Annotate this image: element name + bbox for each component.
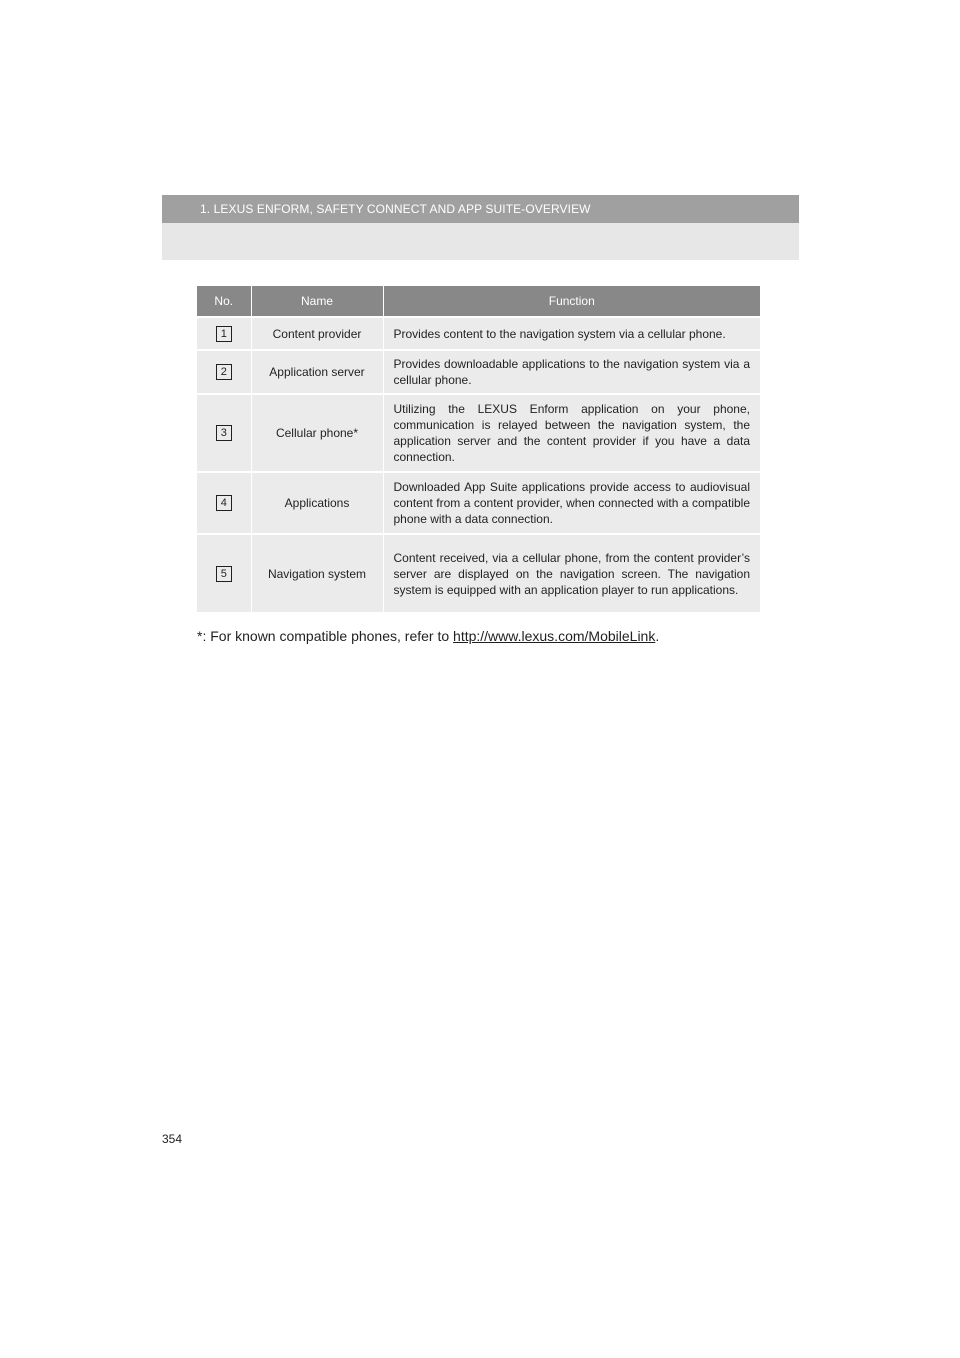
function-cell: Content received, via a cellular phone, from the content provider’s server are displayed on the navigation screen. The navigation system is equipped with an application player to run applications. bbox=[383, 534, 760, 612]
row-number-cell bbox=[197, 472, 251, 534]
name-cell: Cellular phone* bbox=[251, 394, 383, 472]
number-box: 2 bbox=[216, 364, 232, 380]
page-number: 354 bbox=[162, 1132, 183, 1146]
column-header-name: Name bbox=[251, 286, 383, 317]
name-cell: Navigation system bbox=[251, 534, 383, 612]
header-subbar bbox=[162, 223, 799, 260]
function-cell: Utilizing the LEXUS Enform application on your phone, communication is relayed between the navigation system, the application server and the content provider if you have a data connection. bbox=[383, 394, 760, 472]
number-box: 5 bbox=[216, 566, 232, 582]
table-row bbox=[197, 472, 760, 534]
function-cell: Provides content to the navigation system via a cellular phone. bbox=[383, 317, 760, 350]
row-number-cell bbox=[197, 317, 251, 350]
name-cell: Content provider bbox=[251, 317, 383, 350]
footnote bbox=[197, 628, 659, 644]
row-number-cell bbox=[197, 534, 251, 612]
column-header-no: No. bbox=[197, 286, 251, 317]
table-header-row bbox=[197, 286, 760, 317]
components-table bbox=[197, 286, 760, 612]
column-header-function: Function bbox=[383, 286, 760, 317]
section-title: 1. LEXUS ENFORM, SAFETY CONNECT AND APP SUITE-OVERVIEW bbox=[200, 202, 591, 216]
table-row bbox=[197, 394, 760, 472]
row-number-cell bbox=[197, 394, 251, 472]
table-row bbox=[197, 350, 760, 394]
name-cell: Application server bbox=[251, 350, 383, 394]
table-row bbox=[197, 534, 760, 612]
mobilelink-url-link[interactable]: http://www.lexus.com/MobileLink bbox=[453, 628, 656, 644]
number-box: 1 bbox=[216, 326, 232, 342]
footnote-text: *: For known compatible phones, refer to bbox=[197, 628, 454, 644]
table-row bbox=[197, 317, 760, 350]
name-cell: Applications bbox=[251, 472, 383, 534]
number-box: 3 bbox=[216, 425, 232, 441]
function-cell: Provides downloadable applications to the navigation system via a cellular phone. bbox=[383, 350, 760, 394]
function-cell: Downloaded App Suite applications provide access to audiovisual content from a content provider, when connected with a compatible phone with a data connection. bbox=[383, 472, 760, 534]
row-number-cell bbox=[197, 350, 251, 394]
number-box: 4 bbox=[216, 495, 232, 511]
footnote-suffix: . bbox=[655, 628, 660, 644]
